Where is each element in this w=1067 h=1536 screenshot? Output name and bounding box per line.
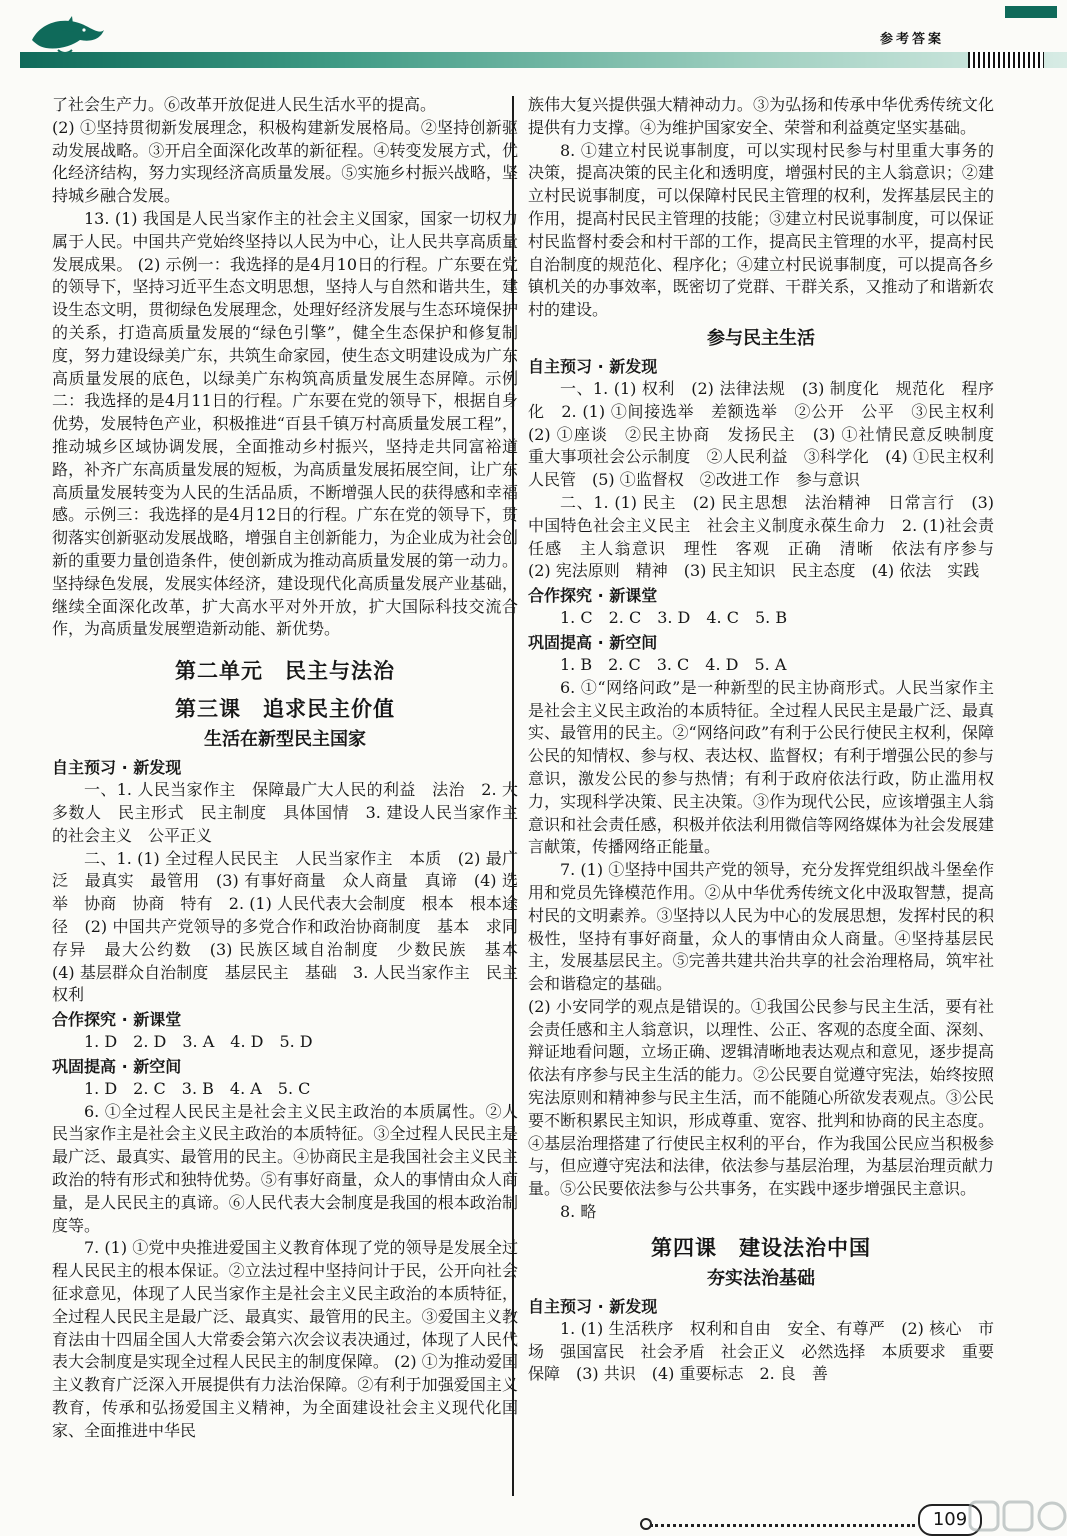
subsection-heading: 巩固提高 · 新空间 bbox=[528, 632, 658, 652]
answer-line: 1. B 2. C 3. C 4. D 5. A bbox=[560, 654, 787, 674]
subsection-heading: 自主预习 · 新发现 bbox=[528, 1296, 658, 1316]
paragraph: 13. (1) 我国是人民当家作主的社会主义国家，国家一切权力属于人民。中国共产党始终坚持以人民为中心，让人民共享高质量发展成果。 (2) 示例一：我选择的是4月10日的行程。广东要在党的领导下，坚持习近平生态文明思想，坚持人与自然和谐共生，建设生态文明，贯彻绿色发展理念，处理好经济发展与生态环境保护的关系，打造高质量发展的“绿色引擎”，健全生态保护和修复制度，努力建设绿美广东，共筑生命家园，使生态文明建设成为广东高质量发展的底色，以绿美广东构筑高质量发展生态屏障。示例二：我选择的是4月11日的行程。广东要在党的领导下，根据自身优势，发展特色产业，积极推进“百县千镇万村高质量发展工程”，推动城乡区域协调发展，全面推动乡村振兴，坚持走共同富裕道路，补齐广东高质量发展的短板，为高质量发展拓展空间，让广东高质量发展转变为人民的生活品质，不断增强人民的获得感和幸福感。示例三：我选择的是4月12日的行程。广东在党的领导下，贯彻落实创新驱动发展战略，增强自主创新能力，为企业成为社会创新的重要力量创造条件，使创新成为推动高质量发展的第一动力。坚持绿色发展，发展实体经济，建设现代化高质量发展产业基础，继续全面深化改革，扩大高水平对外开放，扩大国际科技交流合作，为高质量发展塑造新动能、新优势。 bbox=[52, 208, 518, 639]
header-rule bbox=[20, 52, 1067, 68]
answer-line: 1. C 2. C 3. D 4. C 5. B bbox=[560, 608, 788, 628]
paragraph: 7. (1) ①坚持中国共产党的领导，充分发挥党组织战斗堡垒作用和党员先锋模范作用。②从中华优秀传统文化中汲取智慧，提高村民的文明素养。③坚持以人民为中心的发展思想，发挥村民的积极性，坚持有事好商量，众人的事情由众人商量。④坚持基层民主，发展基层民主。⑤完善共建共治共享的社会治理格局，筑牢社会和谐稳定的基础。 bbox=[528, 860, 994, 994]
subsection-heading: 自主预习 · 新发现 bbox=[528, 356, 658, 376]
subsection-heading: 自主预习 · 新发现 bbox=[52, 758, 182, 778]
paragraph: 7. (1) ①党中央推进爱国主义教育体现了党的领导是发展全过程人民民主的根本保证。②立法过程中坚持问计于民，公开向社会征求意见，体现了人民当家作主是社会主义民主政治的本质特征，全过程人民民主是最广泛、最真实、最管用的民主。③爱国主义教育法由十四届全国人大常委会第六次会议表决通过，体现了人民代表大会制度是实现全过程人民民主的制度保障。 (2) ①为推动爱国主义教育广泛深入开展提供有力法治保障。②有利于加强爱国主义教育，传承和弘扬爱国主义精神，为全面建设社会主义现代化国家、全面推进中华民 bbox=[52, 1238, 518, 1440]
page-number: 109 bbox=[918, 1504, 982, 1536]
paragraph: 8. 略 bbox=[560, 1202, 597, 1222]
paragraph: 一、1. 人民当家作主 保障最广大人民的利益 法治 2. 大多数人 民主形式 民主制度 具体国情 3. 建设人民当家作主的社会主义 公平正义 bbox=[52, 780, 518, 845]
paragraph: 1. (1) 生活秩序 权利和自由 安全、有尊严 (2) 核心 市场 强国富民 社会矛盾 社会正义 必然选择 本质要求 重要保障 (3) 共识 (4) 重要标志 2. 良 善 bbox=[528, 1318, 994, 1384]
paragraph: 一、1. (1) 权利 (2) 法律法规 (3) 制度化 规范化 程序化 2. (1) ①间接选举 差额选举 ②公开 公平 ③民主权利 (2) ①座谈 ②民主协商 发扬民主 (3) ①社情民意反映制度 重大事项社会公示制度 ②人民利益 ③科学化 (4) ①民主权利 人民管 (5) ①监督权 ②改进工作 参与意识 bbox=[528, 378, 1011, 490]
section-title: 参与民主生活 bbox=[707, 327, 815, 349]
paragraph: (2) 小安同学的观点是错误的。①我国公民参与民主生活，要有社会责任感和主人翁意识，以理性、公正、客观的态度全面、深刻、辩证地看问题，立场正确、逻辑清晰地表达观点和意见，逐步提高依法有序参与民主生活的能力。②公民要自觉遵守宪法，始终按照宪法原则和精神参与民主生活，而不能随心所欲发表观点。③公民要不断积累民主知识，形成尊重、宽容、批判和协商的民主态度。④基层治理搭建了行使民主权利的平台，作为我国公民应当积极参与，但应遵守宪法和法律，依法参与基层治理，为基层治理贡献力量。⑤公民要依法参与公共事务，在实践中逐步增强民主意识。 bbox=[528, 996, 994, 1199]
paragraph: 6. ①“网络问政”是一种新型的民主协商形式。人民当家作主是社会主义民主政治的本质特征。全过程人民民主是最广泛、最真实、最管用的民主。②“网络问政”有利于公民行使民主权利，保障公民的知情权、参与权、表达权、监督权；有利于增强公民的参与意识，激发公民的参与热情；有利于政府依法行政，防止滥用权力，实现科学决策、民主决策。③作为现代公民，应该增强主人翁意识和社会责任感，积极并依法利用微信等网络媒体为社会发展建言献策，传播网络正能量。 bbox=[528, 677, 994, 857]
paragraph: 二、1. (1) 全过程人民民主 人民当家作主 本质 (2) 最广泛 最真实 最管用 (3) 有事好商量 众人商量 真谛 (4) 选举 协商 协商 特有 2. (1) 人民代表大会制度 根本 根本途径 (2) 中国共产党领导的多党合作和政治协商制度 基本 求同存异 最大公约数 (3) 民族区域自治制度 少数民族 基本 (4) 基层群众自治制度 基层民主 基础 3. 人民当家作主 民主权利 bbox=[52, 848, 535, 1005]
section-title: 夯实法治基础 bbox=[707, 1267, 815, 1289]
dolphin-logo-icon bbox=[28, 10, 106, 56]
paragraph: 8. ①建立村民说事制度，可以实现村民参与村里重大事务的决策，提高决策的民主化和透明度，增强村民的主人翁意识；②建立村民说事制度，可以保障村民民主管理的权利，发挥基层民主的作用，提高村民民主管理的技能；③建立村民说事制度，可以保证村民监督村委会和村干部的工作，提高民主管理的水平，提高村民自治制度的规范化、程序化；④建立村民说事制度，可以提高各乡镇机关的办事效率，既密切了党群、干群关系，又推动了和谐新农村的建设。 bbox=[528, 140, 994, 320]
unit-title: 第二单元 民主与法治 bbox=[175, 659, 395, 684]
watermark-stamp-icon bbox=[968, 1498, 1067, 1536]
right-column bbox=[528, 94, 1011, 1386]
page-header bbox=[0, 0, 1067, 72]
paragraph: 族伟大复兴提供强大精神动力。③为弘扬和传承中华优秀传统文化提供有力支撑。④为维护国家安全、荣誉和利益奠定坚实基础。 bbox=[528, 95, 994, 137]
paragraph: 二、1. (1) 民主 (2) 民主思想 法治精神 日常言行 (3) 中国特色社会主义民主 社会主义制度永葆生命力 2. (1)社会责任感 主人翁意识 理性 客观 正确 清晰 依法有序参与 (2) 宪法原则 精神 (3) 民主知识 民主态度 (4) 依法 实践 bbox=[528, 492, 1011, 581]
paragraph: 了社会生产力。⑥改革开放促进人民生活水平的提高。 bbox=[52, 95, 437, 114]
paragraph: 6. ①全过程人民民主是社会主义民主政治的本质属性。②人民当家作主是社会主义民主政治的本质特征。③全过程人民民主是最广泛、最真实、最管用的民主。④协商民主是我国社会主义民主政治的特有形式和独特优势。⑤有事好商量，众人的事情由众人商量，是人民民主的真谛。⑥人民代表大会制度是我国的根本政治制度等。 bbox=[52, 1101, 518, 1235]
header-title: 参考答案 bbox=[880, 32, 945, 47]
lesson-title: 第三课 追求民主价值 bbox=[175, 697, 395, 722]
footer-dotted-line bbox=[650, 1524, 915, 1527]
subsection-heading: 合作探究 · 新课堂 bbox=[52, 1010, 182, 1030]
answer-line: 1. D 2. D 3. A 4. D 5. D bbox=[84, 1032, 313, 1052]
section-title: 生活在新型民主国家 bbox=[204, 729, 366, 751]
header-barcode-strip bbox=[968, 52, 1044, 68]
lesson-title: 第四课 建设法治中国 bbox=[651, 1235, 871, 1260]
subsection-heading: 巩固提高 · 新空间 bbox=[52, 1056, 182, 1076]
answer-line: 1. D 2. C 3. B 4. A 5. C bbox=[84, 1078, 311, 1098]
subsection-heading: 合作探究 · 新课堂 bbox=[528, 586, 658, 606]
left-column bbox=[52, 94, 535, 1443]
paragraph: (2) ①坚持贯彻新发展理念，积极构建新发展格局。②坚持创新驱动发展战略。③开启全面深化改革的新征程。④转变发展方式，优化经济结构，努力实现经济高质量发展。⑤实施乡村振兴战略，坚持城乡融合发展。 bbox=[52, 117, 518, 206]
header-tag bbox=[1005, 6, 1057, 18]
